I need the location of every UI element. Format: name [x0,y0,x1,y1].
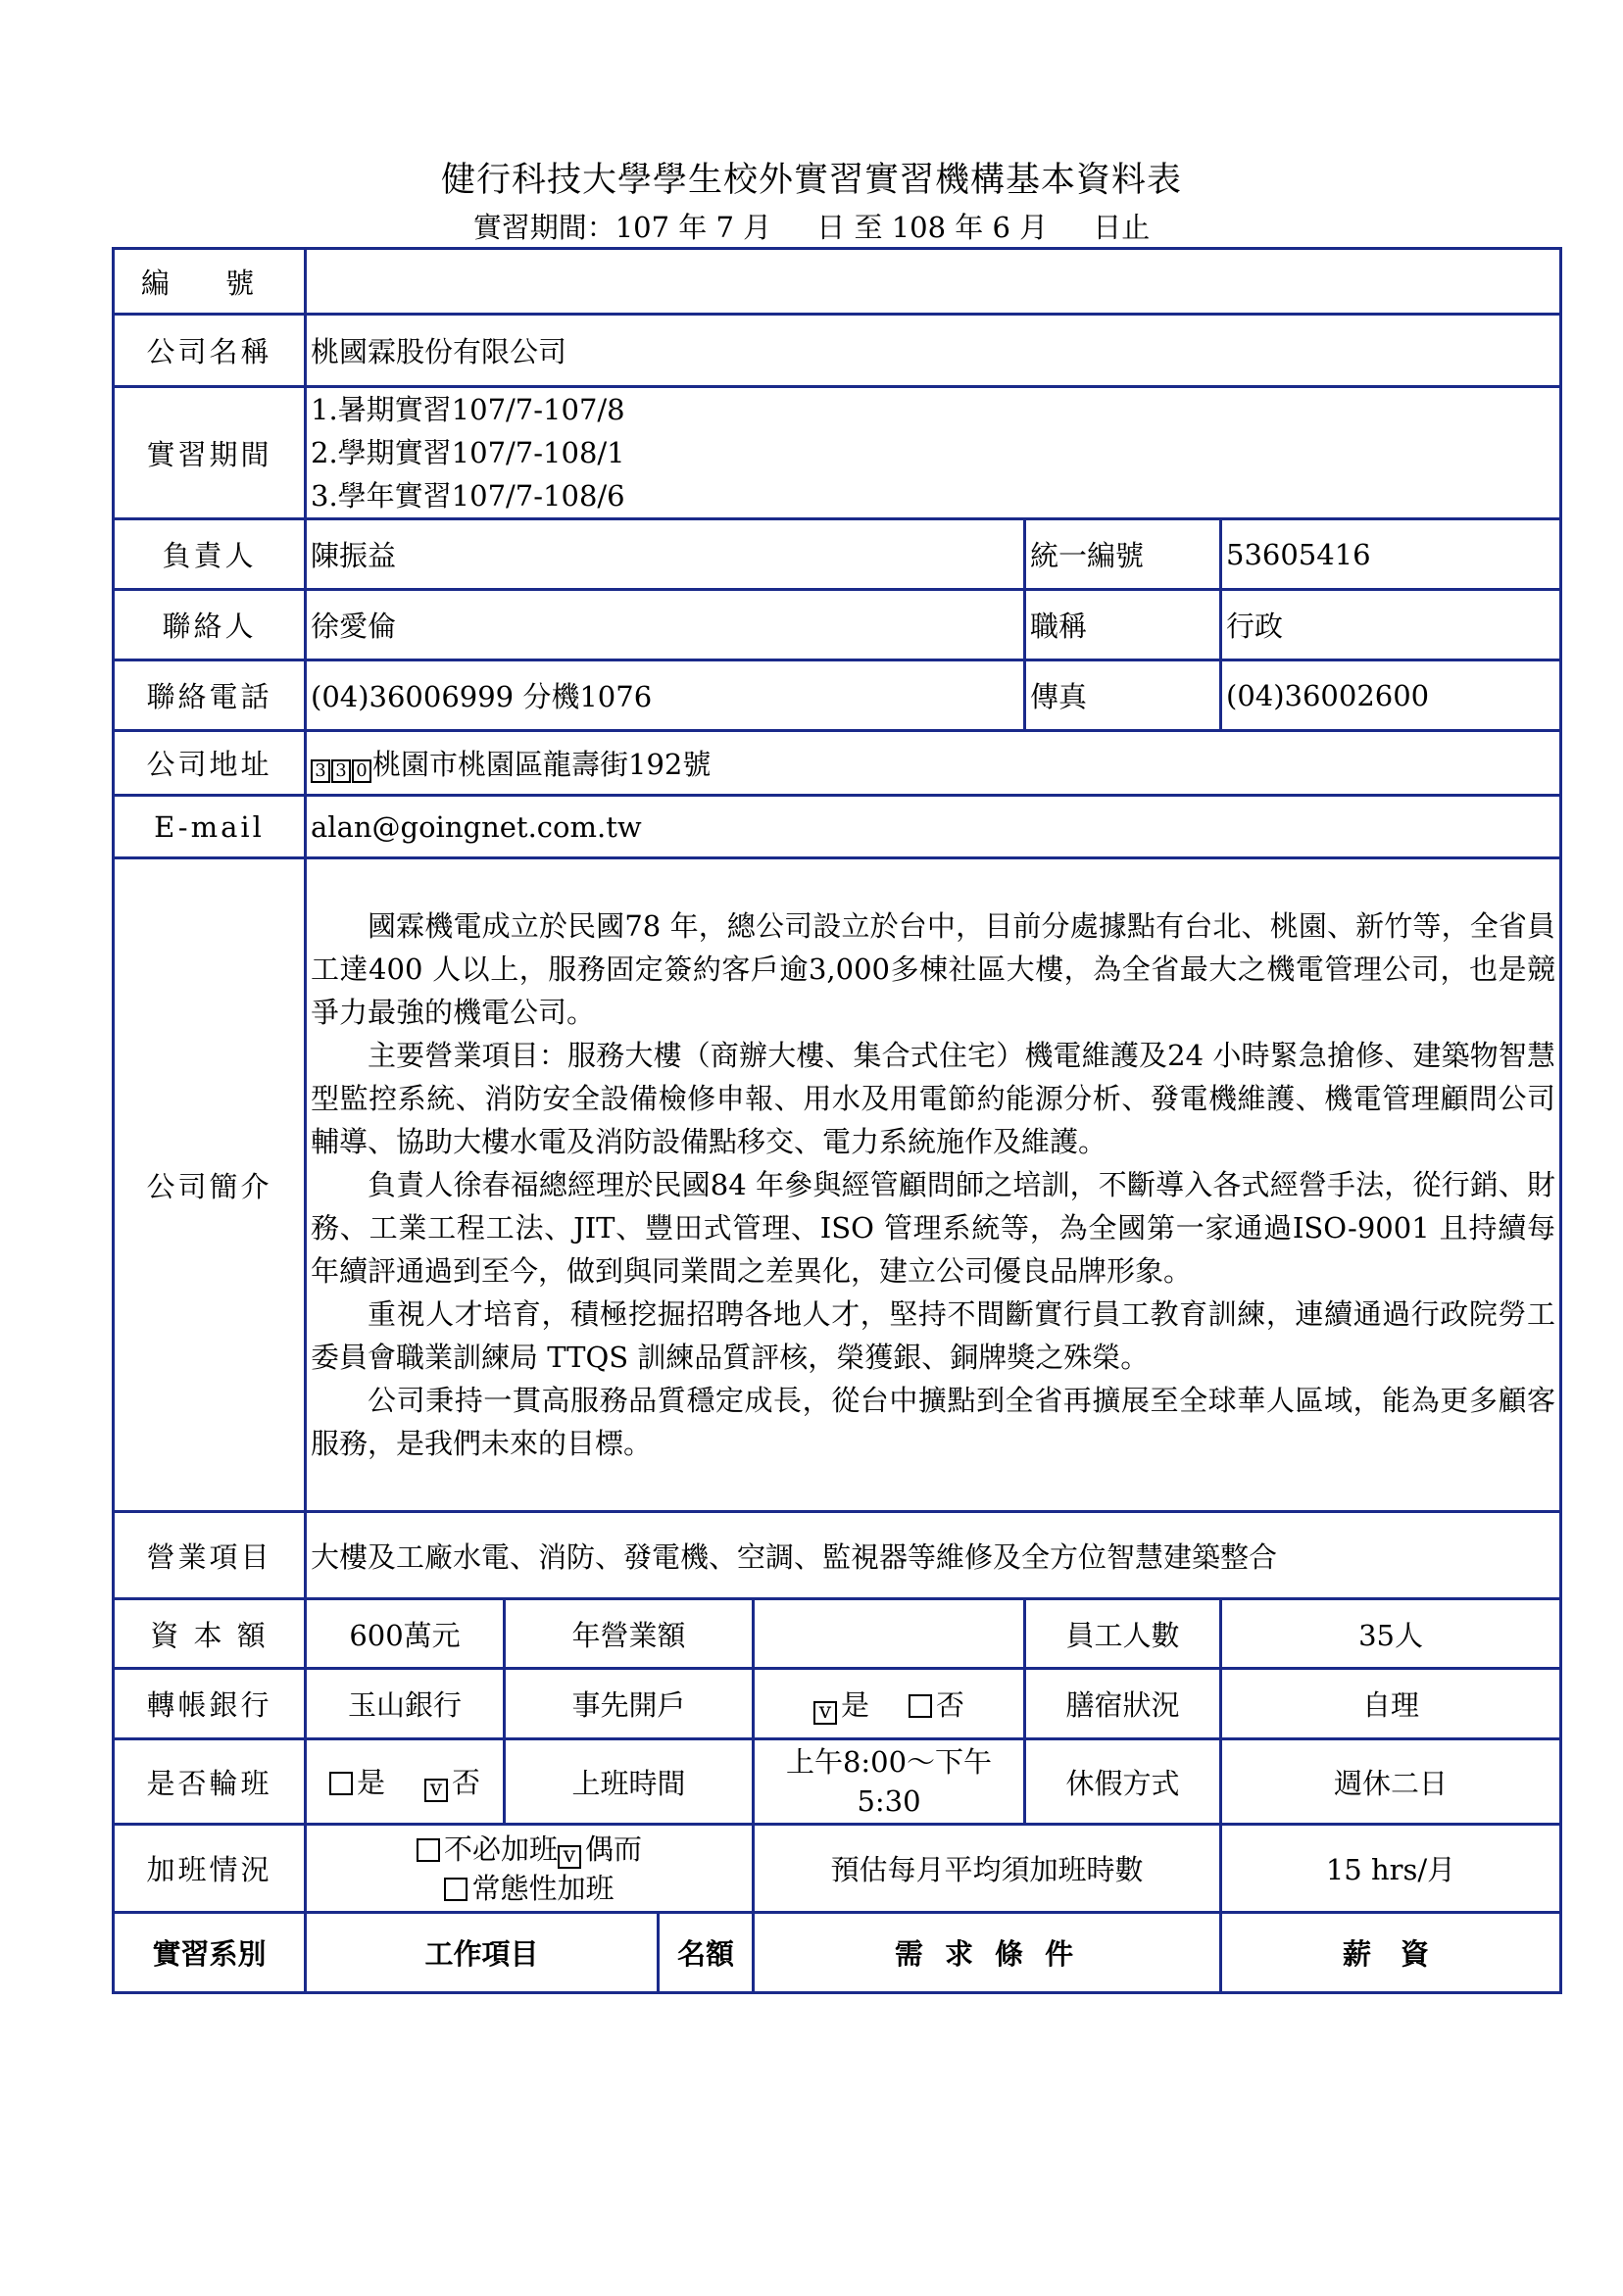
fax-value: (04)36002600 [1221,660,1561,731]
address-value: 桃園市桃園區龍壽街192號 [372,748,712,781]
shift-options [306,1739,505,1825]
owner-value: 陳振益 [306,519,1025,590]
job-title-value: 行政 [1221,590,1561,660]
overtime-regular-label: 常態性加班 [471,1871,615,1905]
shift-row [114,1739,1561,1825]
overtime-estimate-label: 預估每月平均須加班時數 [754,1825,1221,1913]
company-info-table [112,247,1562,1994]
quota-header: 名額 [659,1913,754,1993]
overtime-none-checkbox[interactable] [417,1838,440,1862]
staff-value: 35人 [1221,1599,1561,1669]
tax-id-label: 統一編號 [1025,519,1221,590]
email-row [114,796,1561,858]
overtime-label: 加班情況 [114,1825,306,1913]
intro-text [306,858,1561,1512]
period-line-2: 2.學期實習107/7-108/1 [311,436,625,469]
company-name-value: 桃國霖股份有限公司 [306,315,1561,387]
work-items-header: 工作項目 [306,1913,659,1993]
capital-label: 資 本 額 [114,1599,306,1669]
intro-row [114,858,1561,1512]
phone-value: (04)36006999 分機1076 [306,660,1025,731]
contact-row [114,590,1561,660]
owner-row [114,519,1561,590]
shift-yes-label: 是 [356,1766,385,1799]
revenue-label: 年營業額 [505,1599,754,1669]
intro-paragraph-1: 國霖機電成立於民國78 年，總公司設立於台中，目前分處據點有台北、桃園、新竹等，全省員工達400 人以上，服務固定簽約客戶逾3,000多棟社區大樓，為全省最大之機電管理公司，也是競爭力最強的機電公司。 [311,909,1556,1029]
intro-paragraph-2: 主要營業項目：服務大樓（商辦大樓、集合式住宅）機電維護及24 小時緊急搶修、建築物智慧型監控系統、消防安全設備檢修申報、用水及用電節約能源分析、發電機維護、機電管理顧問公司輔導、協助大樓水電及消防設備點移交、電力系統施作及維護。 [311,1039,1556,1158]
preopen-no-label: 否 [936,1687,965,1722]
overtime-options [306,1825,754,1913]
intro-paragraph-4: 重視人才培育，積極挖掘招聘各地人才，堅持不間斷實行員工教育訓練，連續通過行政院勞工委員會職業訓練局 TTQS 訓練品質評核，榮獲銀、銅牌獎之殊榮。 [311,1297,1556,1374]
address-label: 公司地址 [114,731,306,796]
positions-header-row [114,1913,1561,1993]
document-title: 健行科技大學學生校外實習實習機構基本資料表 [440,161,1182,200]
serial-value [306,249,1561,315]
holiday-label: 休假方式 [1025,1739,1221,1825]
company-name-label: 公司名稱 [114,315,306,387]
business-value: 大樓及工廠水電、消防、發電機、空調、監視器等維修及全方位智慧建築整合 [306,1512,1561,1599]
serial-row [114,249,1561,315]
company-name-row [114,315,1561,387]
preopen-options [754,1669,1025,1739]
postal-digit-2: 3 [331,759,351,783]
capital-row [114,1599,1561,1669]
bank-value: 玉山銀行 [306,1669,505,1739]
overtime-occasional-label: 偶而 [585,1832,643,1866]
fax-label: 傳真 [1025,660,1221,731]
overtime-row [114,1825,1561,1913]
postal-digit-3: 0 [352,759,371,783]
preopen-yes-checkbox[interactable]: v [813,1701,837,1725]
postal-digit-1: 3 [311,759,330,783]
address-row [114,731,1561,796]
phone-row [114,660,1561,731]
internship-period-value [306,387,1561,519]
work-hours-value [754,1739,1025,1825]
address-value-cell [306,731,1561,796]
intro-paragraph-5: 公司秉持一貫高服務品質穩定成長，從台中擴點到全省再擴展至全球華人區域，能為更多顧客服務，是我們未來的目標。 [311,1384,1556,1460]
serial-label: 編 號 [114,249,306,315]
lodging-value: 自理 [1221,1669,1561,1739]
bank-label: 轉帳銀行 [114,1669,306,1739]
internship-period-row [114,387,1561,519]
overtime-none-label: 不必加班 [443,1832,558,1866]
owner-label: 負責人 [114,519,306,590]
requirements-header: 需 求 條 件 [754,1913,1221,1993]
business-label: 營業項目 [114,1512,306,1599]
overtime-regular-checkbox[interactable] [444,1878,467,1901]
job-title-label: 職稱 [1025,590,1221,660]
revenue-value [754,1599,1025,1669]
staff-label: 員工人數 [1025,1599,1221,1669]
intro-label: 公司簡介 [114,858,306,1512]
shift-no-label: 否 [452,1766,481,1799]
holiday-value: 週休二日 [1221,1739,1561,1825]
preopen-no-checkbox[interactable] [909,1694,932,1718]
bank-row [114,1669,1561,1739]
period-line: 實習期間：107 年 7 月 日 至 108 年 6 月 日止 [472,211,1151,244]
shift-yes-checkbox[interactable] [329,1772,353,1795]
period-line-3: 3.學年實習107/7-108/6 [311,479,625,513]
shift-no-checkbox[interactable]: v [424,1779,448,1802]
work-hours-line-1: 上午8:00～下午 [785,1745,993,1779]
tax-id-value: 53605416 [1221,519,1561,590]
preopen-yes-label: 是 [840,1687,869,1722]
phone-label: 聯絡電話 [114,660,306,731]
period-line-1: 1.暑期實習107/7-107/8 [311,393,625,426]
overtime-occasional-checkbox[interactable]: v [558,1845,581,1869]
dept-header: 實習系別 [114,1913,306,1993]
email-label: E-mail [114,796,306,858]
salary-header: 薪 資 [1221,1913,1561,1993]
work-hours-line-2: 5:30 [857,1784,921,1818]
preopen-label: 事先開戶 [505,1669,754,1739]
internship-period-label: 實習期間 [114,387,306,519]
email-value: alan@goingnet.com.tw [306,796,1561,858]
overtime-estimate-value: 15 hrs/月 [1221,1825,1561,1913]
work-hours-label: 上班時間 [505,1739,754,1825]
lodging-label: 膳宿狀況 [1025,1669,1221,1739]
contact-label: 聯絡人 [114,590,306,660]
contact-value: 徐愛倫 [306,590,1025,660]
shift-label: 是否輪班 [114,1739,306,1825]
capital-value: 600萬元 [306,1599,505,1669]
business-row [114,1512,1561,1599]
intro-paragraph-3: 負責人徐春福總經理於民國84 年參與經管顧問師之培訓，不斷導入各式經營手法，從行銷、財務、工業工程工法、JIT、豐田式管理、ISO 管理系統等，為全國第一家通過ISO-9001 且持續每年續評通過到至今，做到與同業間之差異化，建立公司優良品牌形象。 [311,1168,1556,1288]
